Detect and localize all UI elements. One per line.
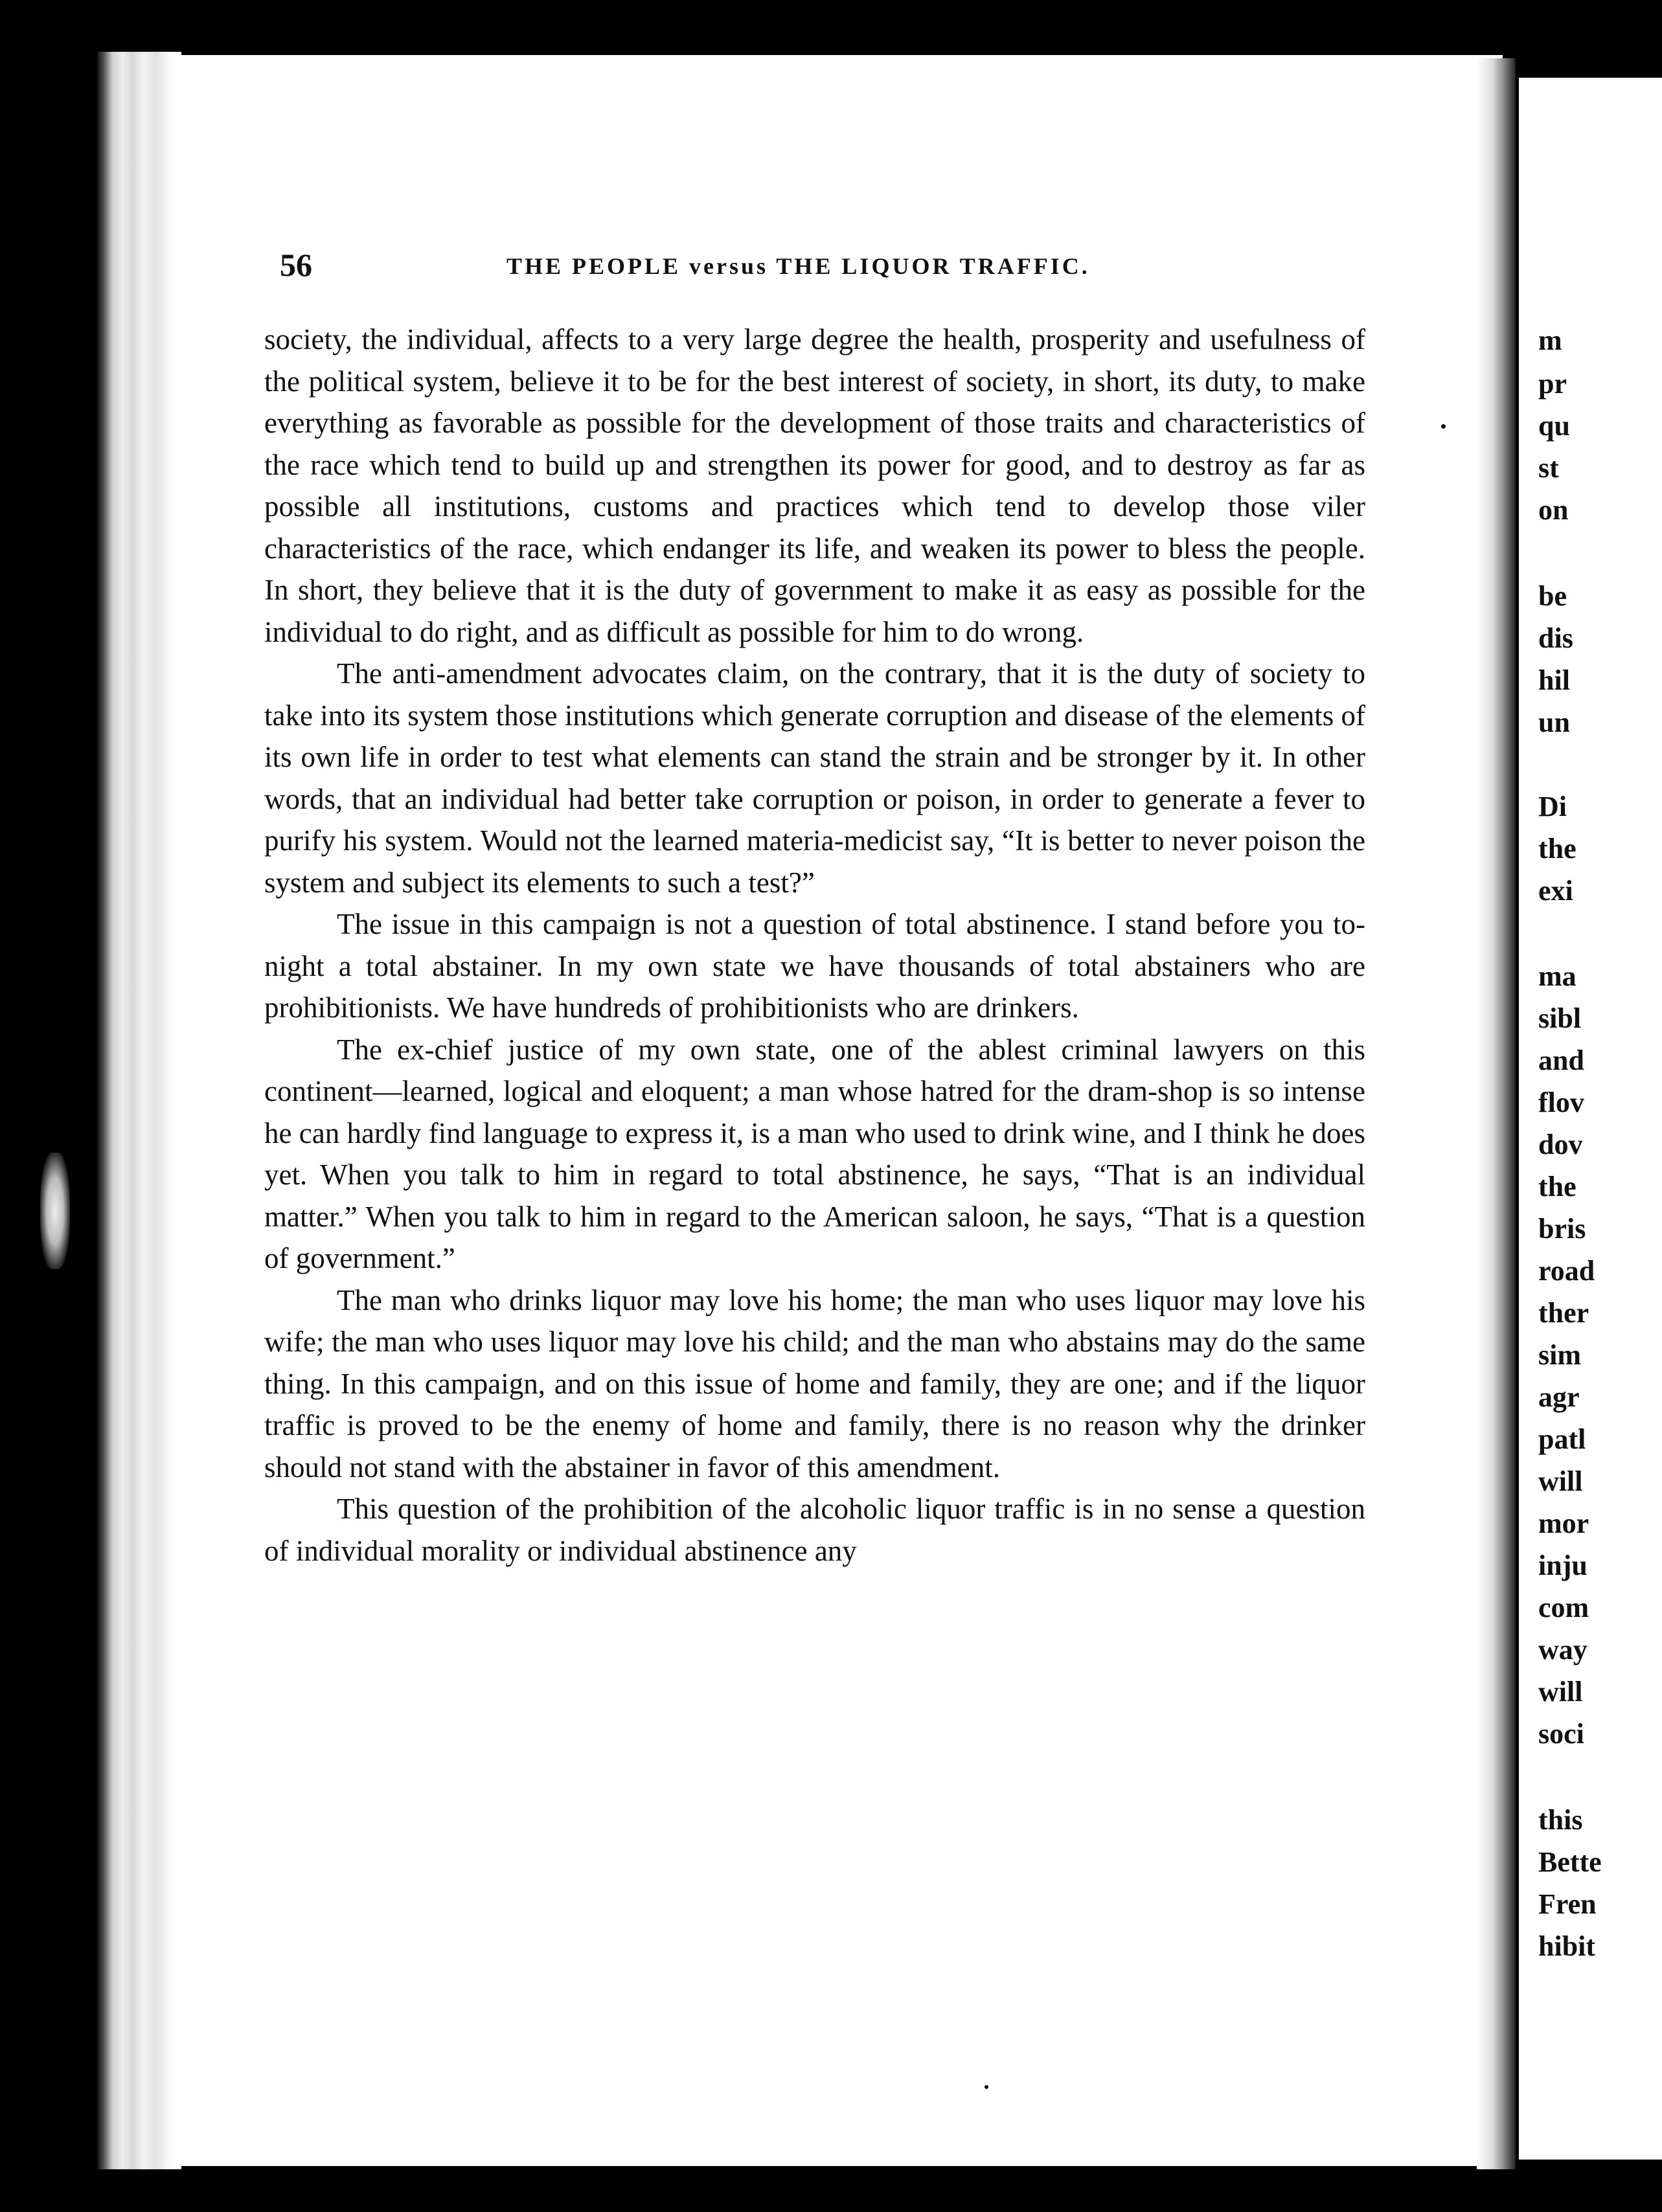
- facing-fragment: ther: [1538, 1297, 1589, 1329]
- facing-fragment: Di: [1538, 791, 1567, 822]
- facing-fragment: m: [1538, 324, 1562, 356]
- facing-fragment: dov: [1538, 1129, 1583, 1160]
- running-title: THE PEOPLE versus THE LIQUOR TRAFFIC.: [507, 253, 1090, 279]
- facing-fragment: dis: [1538, 622, 1573, 654]
- paragraph-1: society, the individual, affects to a very large degree the health, prosperity and usefulness of the political system, believe it to be for the best interest of society, in short, its duty, to make everything as favorable as possible for the development of those traits and characteristics of the race which tend to build up and strengthen its power for good, and to destroy as far as possible all institutions, customs and practices which tend to develop those viler characteristics of the race, which endanger its life, and weaken its power to bless the people. In short, they believe that it is the duty of government to make it as easy as possible for the individual to do right, and as difficult as possible for him to do wrong.: [264, 323, 1365, 648]
- facing-fragment: sibl: [1538, 1002, 1582, 1034]
- facing-fragment: sim: [1538, 1339, 1581, 1371]
- facing-fragment: will: [1538, 1676, 1583, 1708]
- facing-fragment: inju: [1538, 1550, 1588, 1581]
- facing-fragment: bris: [1538, 1213, 1586, 1245]
- facing-fragment: Bette: [1538, 1846, 1602, 1878]
- facing-fragment: soci: [1538, 1718, 1584, 1750]
- facing-fragment: mor: [1538, 1507, 1589, 1539]
- facing-fragment: hil: [1538, 664, 1570, 696]
- ink-speck: [1441, 424, 1446, 429]
- facing-fragment: st: [1538, 452, 1559, 484]
- facing-fragment: patl: [1538, 1423, 1586, 1455]
- facing-fragment: Fren: [1538, 1888, 1597, 1920]
- scan-artifact: [40, 1153, 70, 1269]
- facing-fragment: pr: [1538, 368, 1567, 400]
- paragraph-3: The issue in this campaign is not a question of total abstinence. I stand before you to-night a total abstainer. In my own state we have thousands of total abstainers who are prohibitionists. We have hundreds of prohibitionists who are drinkers.: [264, 908, 1365, 1024]
- facing-fragment: qu: [1538, 410, 1570, 442]
- facing-page: [1519, 78, 1662, 2160]
- facing-fragment: agr: [1538, 1381, 1580, 1413]
- facing-fragment: the: [1538, 833, 1577, 864]
- body-text: [264, 319, 1365, 1572]
- running-head: [280, 246, 1368, 291]
- paragraph-4: The ex-chief justice of my own state, one of the ablest criminal lawyers on this continent—learned, logical and eloquent; a man whose hatred for the dram-shop is so intense he can hardly find language to express it, is a man who used to drink wine, and I think he does yet. When you talk to him in regard to total abstinence, he says, “That is an individual matter.” When you talk to him in regard to the American saloon, he says, “That is a question of government.”: [264, 1033, 1365, 1274]
- facing-fragment: exi: [1538, 875, 1573, 907]
- facing-fragment: road: [1538, 1255, 1595, 1287]
- page-edges: [97, 52, 181, 2169]
- facing-fragment: the: [1538, 1171, 1577, 1202]
- facing-fragment: this: [1538, 1804, 1583, 1836]
- facing-fragment: on: [1538, 494, 1569, 526]
- facing-fragment: be: [1538, 580, 1567, 612]
- facing-fragment: will: [1538, 1465, 1583, 1497]
- paragraph-6: This question of the prohibition of the alcoholic liquor traffic is in no sense a question of individual morality or individual abstinence any: [264, 1493, 1365, 1567]
- book-gutter: [1477, 58, 1516, 2169]
- facing-fragment: way: [1538, 1634, 1588, 1665]
- facing-fragment: com: [1538, 1592, 1589, 1623]
- ink-speck: [985, 2085, 988, 2089]
- paragraph-2: The anti-amendment advocates claim, on the contrary, that it is the duty of society to take into its system those institutions which generate corruption and disease of the elements of its own life in order to test what elements can stand the strain and be stronger by it. In other words, that an individual had better take corruption or poison, in order to generate a fever to purify his system. Would not the learned materia-medicist say, “It is better to never poison the system and subject its elements to such a test?”: [264, 657, 1365, 899]
- facing-fragment: hibit: [1538, 1930, 1596, 1962]
- facing-fragment: and: [1538, 1044, 1584, 1076]
- paragraph-5: The man who drinks liquor may love his home; the man who uses liquor may love his wife; the man who uses liquor may love his child; and the man who abstains may do the same thing. In this campaign, and on this issue of home and family, they are one; and if the liquor traffic is proved to be the enemy of home and family, there is no reason why the drinker should not stand with the abstainer in favor of this amendment.: [264, 1283, 1365, 1484]
- facing-fragment: ma: [1538, 960, 1577, 992]
- page-number: 56: [280, 247, 312, 283]
- facing-fragment: un: [1538, 706, 1570, 738]
- facing-fragment: flov: [1538, 1087, 1584, 1118]
